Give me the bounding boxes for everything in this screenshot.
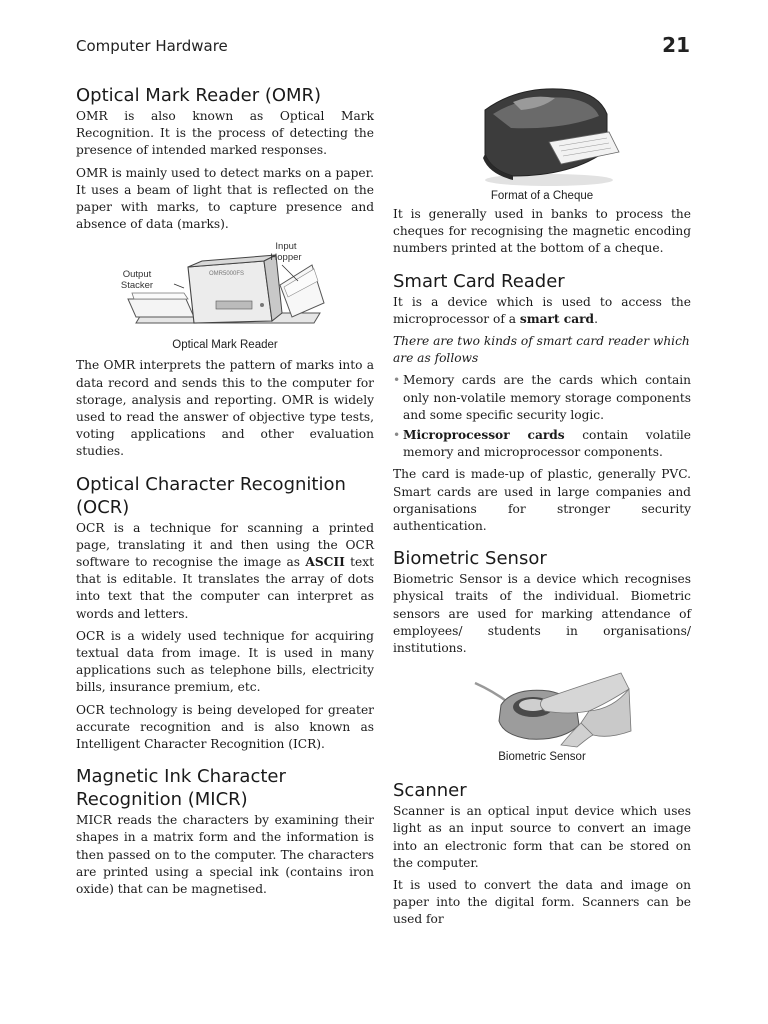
omr-paragraph-3: The OMR interprets the pattern of marks into a data record and sends this to the computer for storage, analysis and reporting. OMR is widely used to read the answer of objective type tests, voting applications and other evaluation studies. [76,358,374,459]
scanner-paragraph-1: Scanner is an optical input device which uses light as an input source to convert an image into an electronic form that can be stored on the computer. [393,804,691,870]
biometric-sensor-illustration [393,665,691,751]
smart-card-paragraph-1: It is a device which is used to access the microprocessor of a smart card. [393,294,691,326]
omr-figure-caption: Optical Mark Reader [172,339,278,352]
smart-card-heading: Smart Card Reader [393,270,565,292]
omr-device-brand: OMR5000FS [209,271,245,278]
ocr-heading: Optical Character Recognition (OCR) [76,473,346,518]
omr-figure [76,241,374,337]
micr-heading: Magnetic Ink Character Recognition (MICR) [76,766,286,811]
omr-paragraph-2: OMR is mainly used to detect marks on a paper. It uses a beam of light that is reflected on the paper with marks, to capture presence and absence of data (marks). [76,165,374,232]
micr-paragraph-1: MICR reads the characters by examining their shapes in a matrix form and the information is then passed on to the computer. The characters are printed using a special ink (contains iron oxide) that can be magnetised. [76,813,374,897]
cheque-reader-illustration [393,80,691,188]
scanner-paragraph-2: It is used to convert the data and image on paper into the digital form. Scanners can be used for [393,878,691,927]
ocr-paragraph-1: OCR is a technique for scanning a printed page, translating it and then using the OCR software to recognise the image as ASCII text that is editable. It translates the array of dots into text that the computer can interpret as words and letters. [76,520,374,621]
ocr-paragraph-3: OCR technology is being developed for greater accurate recognition and is also known as Intelligent Character Recognition (ICR). [76,702,374,752]
biometric-heading: Biometric Sensor [393,548,547,570]
list-item: • Microprocessor cards contain volatile memory and microprocessor components. [393,428,692,460]
smart-card-list [393,372,691,461]
biometric-paragraph-1: Biometric Sensor is a device which recognises physical traits of the individual. Biometric sensors are used for marking attendance of employees/ students in organisations/ institutions. [393,572,691,656]
bullet-icon: • [393,428,401,443]
omr-label-input-hopper: Input Hopper [270,241,302,264]
left-column [76,84,374,903]
smart-card-paragraph-2: There are two kinds of smart card reader which are as follows [393,334,690,366]
smart-card-paragraph-3: The card is made-up of plastic, generally PVC. Smart cards are used in large companies and organisations for stronger security authentication. [393,467,691,534]
cheque-reader-figure [393,80,691,188]
omr-paragraph-1: OMR is also known as Optical Mark Recognition. It is the process of detecting the presence of intended marked responses. [76,109,374,158]
right-column [393,80,691,934]
bullet-icon: • [393,373,401,388]
running-title: Computer Hardware [76,37,228,55]
scanner-heading: Scanner [393,780,467,802]
ocr-paragraph-2: OCR is a widely used technique for acquiring textual data from image. It is used in many applications such as telephone bills, electricity bills, insurance premium, etc. [76,628,374,695]
omr-label-output-stacker: Output Stacker [120,269,154,292]
omr-heading: Optical Mark Reader (OMR) [76,85,322,106]
list-item: • Memory cards are the cards which contain only non-volatile memory storage components and some specific security logic. [393,373,691,422]
cheque-figure-caption: Format of a Cheque [490,190,594,202]
biometric-figure-caption: Biometric Sensor [498,751,586,764]
cheque-paragraph-1: It is generally used in banks to process the cheques for recognising the magnetic encoding numbers printed at the bottom of a cheque. [393,207,691,256]
page-number: 21 [662,33,690,57]
biometric-figure [393,665,691,751]
